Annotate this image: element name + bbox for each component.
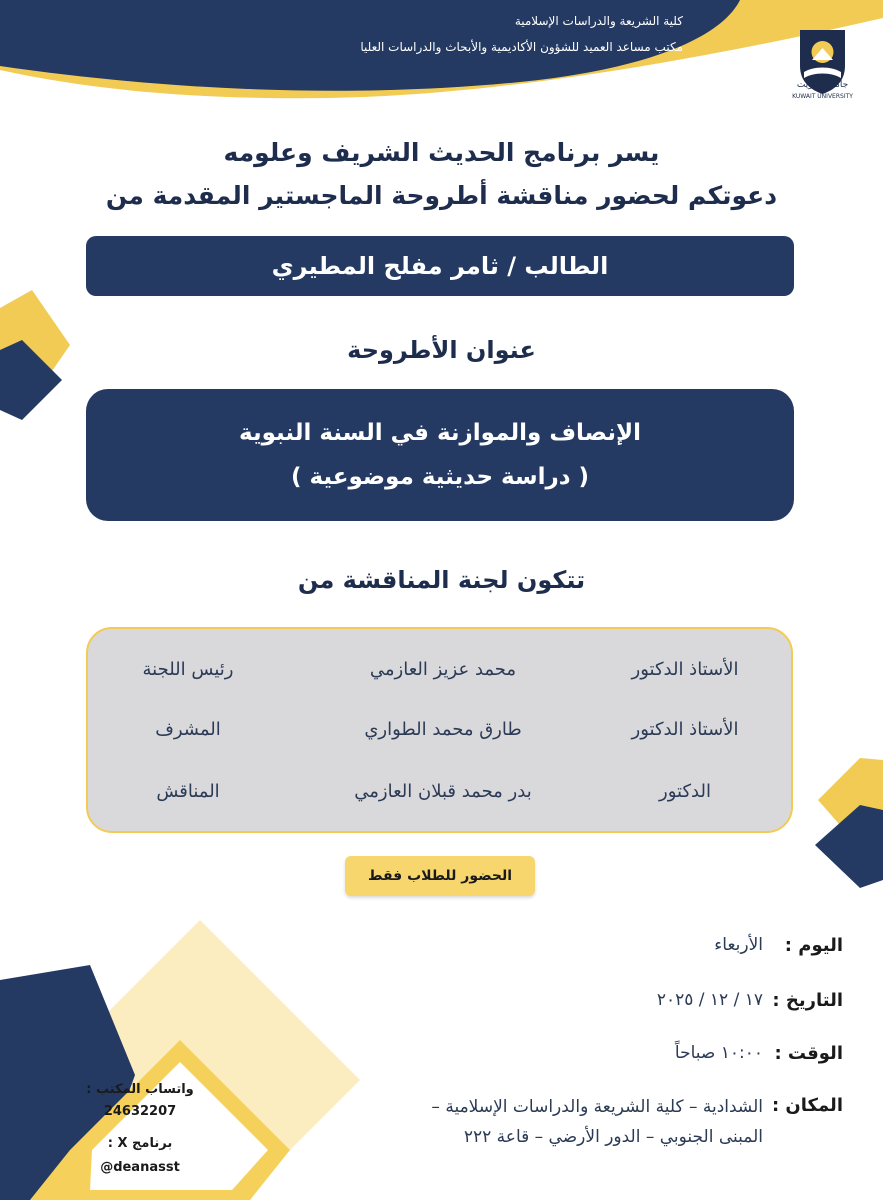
day-value: الأربعاء (714, 935, 763, 955)
place-label: المكان : (771, 1095, 843, 1116)
x-handle[interactable]: @deanasst (100, 1160, 180, 1175)
whatsapp-number[interactable]: 24632207 (103, 1104, 177, 1119)
intro-line-2: دعوتكم لحضور مناقشة أطروحة الماجستير المقدمة من (105, 181, 778, 210)
committee-heading: تتكون لجنة المناقشة من (297, 566, 586, 594)
date-label: التاريخ : (772, 990, 843, 1011)
time-label: الوقت : (774, 1043, 843, 1064)
header-office: مكتب مساعد العميد للشؤون الأكاديمية والأبحاث والدراسات العليا (360, 40, 683, 54)
student-name-banner: الطالب / ثامر مفلح المطيري (86, 236, 794, 296)
member-name: بدر محمد قبلان العازمي (354, 781, 532, 802)
logo-caption (785, 80, 860, 102)
time-value: ١٠:٠٠ صباحاً (674, 1043, 763, 1063)
member-name: طارق محمد الطواري (364, 719, 522, 740)
intro-line-1: يسر برنامج الحديث الشريف وعلومه (223, 138, 660, 167)
logo-caption-ar: جامعة الكويت (796, 80, 849, 90)
thesis-title: الإنصاف والموازنة في السنة النبوية (239, 420, 641, 446)
member-title: الأستاذ الدكتور (631, 659, 739, 680)
committee-row (88, 719, 791, 749)
member-role: رئيس اللجنة (142, 659, 234, 680)
place-value: الشدادية – كلية الشريعة والدراسات الإسلامية – المبنى الجنوبي – الدور الأرضي – قاعة ٢٢٢ (431, 1097, 763, 1147)
committee-panel (86, 627, 793, 833)
thesis-subtitle: ( دراسة حديثية موضوعية ) (290, 464, 590, 490)
member-role: المناقش (156, 781, 220, 802)
member-role: المشرف (155, 719, 221, 740)
right-navy-diamond (815, 805, 883, 888)
thesis-box (86, 389, 794, 521)
day-label: اليوم : (784, 935, 843, 956)
x-label: برنامج X : (107, 1136, 173, 1151)
member-title: الأستاذ الدكتور (631, 719, 739, 740)
member-title: الدكتور (659, 781, 711, 802)
header-college: كلية الشريعة والدراسات الإسلامية (514, 14, 683, 28)
attendance-note: الحضور للطلاب فقط (345, 856, 535, 896)
committee-row (88, 659, 791, 689)
date-value: ١٧ / ١٢ / ٢٠٢٥ (656, 990, 763, 1010)
logo-caption-en: KUWAIT UNIVERSITY (792, 93, 853, 100)
committee-row (88, 781, 791, 811)
thesis-heading: عنوان الأطروحة (347, 336, 536, 364)
member-name: محمد عزيز العازمي (369, 659, 517, 680)
whatsapp-label: واتساب المكتب : (86, 1082, 194, 1097)
